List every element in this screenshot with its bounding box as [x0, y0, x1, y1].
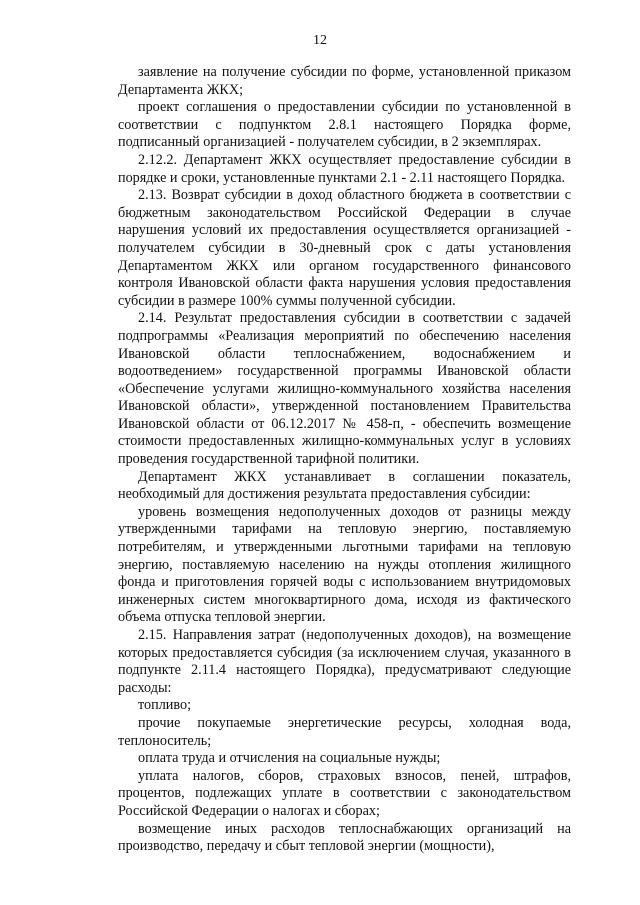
paragraph-agreement-draft: проект соглашения о предоставлении субсидии по установленной в соответствии с подпунктом 2.8.1 настоящего Порядка форме, подписанный организацией - получателем субсидии, в 2 экземплярах. — [118, 99, 571, 151]
paragraph-indicator: Департамент ЖКХ устанавливает в соглашении показатель, необходимый для достижения результата предоставления субсидии: — [118, 468, 571, 503]
paragraph-2-14: 2.14. Результат предоставления субсидии в соответствии с задачей подпрограммы «Реализация мероприятий по обеспечению населения Ивановской области теплоснабжением, водоснабжением и водоотведением» государственной программы Ивановской области «Обеспечение услугами жилищно-коммунального хозяйства населения Ивановской области», утвержденной постановлением Правительства Ивановской области от 06.12.2017 № 458-п, - обеспечить возмещение стоимости предоставленных жилищно-коммунальных услуг в условиях проведения государственной тарифной политики. — [118, 310, 571, 468]
list-item-fuel: топливо; — [138, 697, 192, 714]
document-body — [118, 64, 571, 856]
paragraph-reimbursement-level: уровень возмещения недополученных доходов от разницы между утвержденными тарифами на тепловую энергию, поставляемую потребителям, и утвержденными льготными тарифами на тепловую энергию, поставляемую населению на нужды отопления жилищного фонда и приготовления горячей воды с использованием внутридомовых инженерных систем многоквартирного дома, исходя из фактического объема отпуска тепловой энергии. — [118, 503, 571, 626]
list-item-energy-resources: прочие покупаемые энергетические ресурсы, холодная вода, теплоноситель; — [118, 714, 571, 749]
paragraph-2-15: 2.15. Направления затрат (недополученных доходов), на возмещение которых предоставляется субсидия (за исключением случая, указанного в подпункте 2.11.4 настоящего Порядка), предусматривают следующие расходы: — [118, 627, 571, 696]
list-item-labor: оплата труда и отчисления на социальные нужды; — [138, 750, 441, 767]
paragraph-application: заявление на получение субсидии по форме, установленной приказом Департамента ЖКХ; — [118, 64, 571, 98]
list-item-taxes: уплата налогов, сборов, страховых взносов, пеней, штрафов, процентов, подлежащих уплате в соответствии с законодательством Российской Федерации о налогах и сборах; — [118, 767, 571, 819]
list-item-other-expenses: возмещение иных расходов теплоснабжающих организаций на производство, передачу и сбыт тепловой энергии (мощности), — [118, 820, 571, 855]
paragraph-2-12-2: 2.12.2. Департамент ЖКХ осуществляет предоставление субсидии в порядке и сроки, установленные пунктами 2.1 - 2.11 настоящего Порядка. — [118, 151, 571, 186]
paragraph-2-13: 2.13. Возврат субсидии в доход областного бюджета в соответствии с бюджетным законодательством Российской Федерации в случае нарушения условий их предоставления осуществляется организацией - получателем субсидии в 30-дневный срок с даты установления Департаментом ЖКХ или органом государственного финансового контроля Ивановской области факта нарушения условия предоставления субсидии в размере 100% суммы полученной субсидии. — [118, 187, 571, 309]
page-number: 12 — [313, 33, 327, 48]
